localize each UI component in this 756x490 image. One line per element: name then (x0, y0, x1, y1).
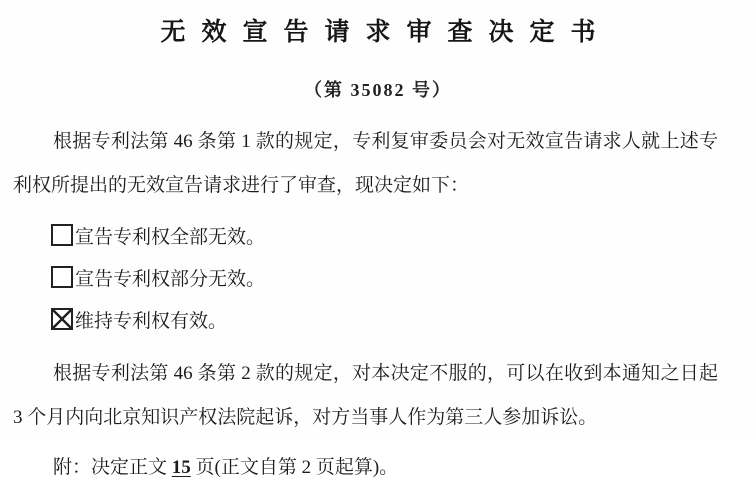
appeal-paragraph: 根据专利法第 46 条第 2 款的规定，对本决定不服的，可以在收到本通知之日起 3 个月内向北京知识产权法院起诉，对方当事人作为第三人参加诉讼。 (13, 363, 718, 428)
page-title: 无效宣告请求审查决定书 (160, 19, 612, 46)
checkbox-maintain-valid[interactable] (51, 308, 73, 330)
document-number: （第 35082 号） (304, 80, 452, 100)
decision-options (0, 208, 756, 340)
option-row-declare-partially-invalid (51, 256, 756, 298)
attachment-page-count: 15 (171, 457, 191, 478)
option-label: 宣告专利权全部无效。 (75, 226, 266, 248)
intro-paragraph: 根据专利法第 46 条第 1 款的规定，专利复审委员会对无效宣告请求人就上述专利权所提出的无效宣告请求进行了审查，现决定如下： (13, 131, 718, 196)
option-row-declare-all-invalid (51, 214, 756, 256)
attachment-prefix: 附：决定正文 (53, 457, 172, 478)
attachment-note (0, 440, 756, 490)
option-row-maintain-valid (51, 298, 756, 340)
attachment-suffix: 页(正文自第 2 页起算)。 (190, 457, 399, 478)
option-label: 宣告专利权部分无效。 (75, 268, 266, 290)
checkbox-declare-partially-invalid[interactable] (51, 266, 73, 288)
checkbox-declare-all-invalid[interactable] (51, 224, 73, 246)
option-label: 维持专利权有效。 (75, 310, 228, 332)
